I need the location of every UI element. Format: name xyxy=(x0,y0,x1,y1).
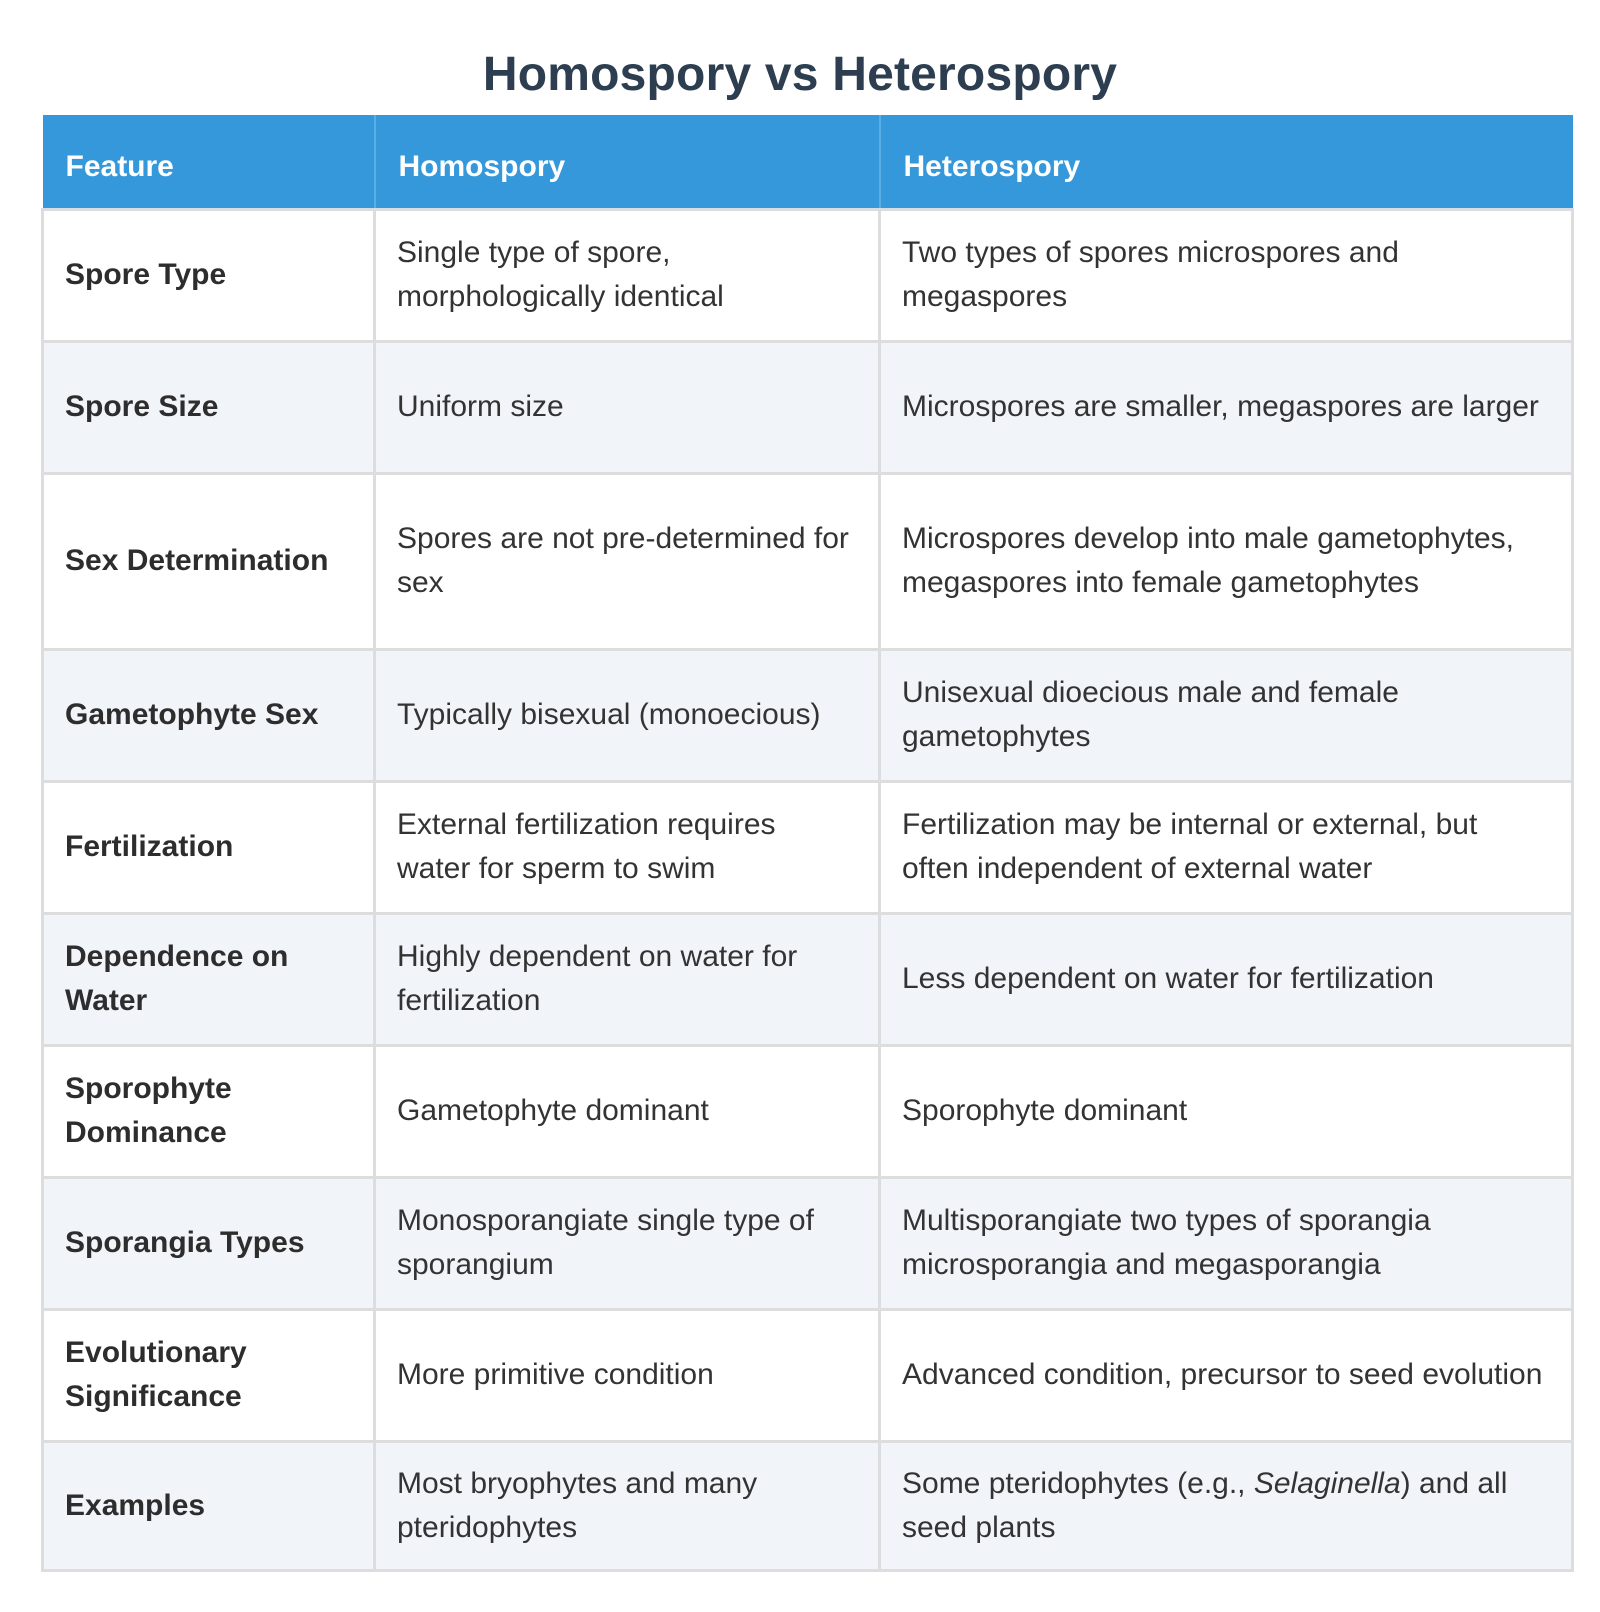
example-text-after: ) and all seed plants xyxy=(902,1466,1508,1544)
homospory-cell: Single type of spore, morphologically identical xyxy=(375,209,880,341)
table-row xyxy=(43,913,1573,1045)
example-text-before: Some pteridophytes (e.g., xyxy=(902,1466,1254,1500)
heterospory-cell: Sporophyte dominant xyxy=(880,1045,1573,1177)
feature-cell: Gametophyte Sex xyxy=(43,649,375,781)
heterospory-cell: Advanced condition, precursor to seed evolution xyxy=(880,1309,1573,1441)
table-row xyxy=(43,1045,1573,1177)
comparison-table xyxy=(41,115,1574,1572)
homospory-cell: Gametophyte dominant xyxy=(375,1045,880,1177)
table-row xyxy=(43,1309,1573,1441)
homospory-cell: More primitive condition xyxy=(375,1309,880,1441)
homospory-cell: External fertilization requires water for sperm to swim xyxy=(375,781,880,913)
table-row xyxy=(43,781,1573,913)
heterospory-cell: Multisporangiate two types of sporangia microsporangia and megasporangia xyxy=(880,1177,1573,1309)
homospory-cell: Uniform size xyxy=(375,341,880,473)
column-header-feature: Feature xyxy=(43,115,375,209)
table-row xyxy=(43,649,1573,781)
homospory-cell: Spores are not pre-determined for sex xyxy=(375,473,880,649)
heterospory-cell: Fertilization may be internal or external, but often independent of external water xyxy=(880,781,1573,913)
heterospory-cell: Microspores are smaller, megaspores are larger xyxy=(880,341,1573,473)
homospory-cell: Typically bisexual (monoecious) xyxy=(375,649,880,781)
heterospory-cell: Unisexual dioecious male and female gametophytes xyxy=(880,649,1573,781)
column-header-heterospory: Heterospory xyxy=(880,115,1573,209)
homospory-cell: Highly dependent on water for fertilization xyxy=(375,913,880,1045)
table-row xyxy=(43,1441,1573,1570)
table-row xyxy=(43,341,1573,473)
heterospory-cell: Less dependent on water for fertilization xyxy=(880,913,1573,1045)
feature-cell: Examples xyxy=(43,1441,375,1570)
feature-cell: Spore Size xyxy=(43,341,375,473)
feature-cell: Fertilization xyxy=(43,781,375,913)
page-title: Homospory vs Heterospory xyxy=(482,48,1118,101)
table-row xyxy=(43,1177,1573,1309)
header-row xyxy=(43,115,1573,209)
feature-cell: Sporangia Types xyxy=(43,1177,375,1309)
table-row xyxy=(43,209,1573,341)
table-body xyxy=(43,209,1573,1570)
column-header-homospory: Homospory xyxy=(375,115,880,209)
feature-cell: Spore Type xyxy=(43,209,375,341)
table-header xyxy=(43,115,1573,209)
heterospory-cell: Two types of spores microspores and megaspores xyxy=(880,209,1573,341)
feature-cell: Sporophyte Dominance xyxy=(43,1045,375,1177)
feature-cell: Evolutionary Significance xyxy=(43,1309,375,1441)
homospory-cell: Monosporangiate single type of sporangium xyxy=(375,1177,880,1309)
genus-name: Selaginella xyxy=(1253,1466,1401,1500)
heterospory-cell xyxy=(880,1441,1573,1570)
feature-cell: Sex Determination xyxy=(43,473,375,649)
table-row xyxy=(43,473,1573,649)
feature-cell: Dependence on Water xyxy=(43,913,375,1045)
homospory-cell: Most bryophytes and many pteridophytes xyxy=(375,1441,880,1570)
heterospory-cell: Microspores develop into male gametophytes, megaspores into female gametophytes xyxy=(880,473,1573,649)
